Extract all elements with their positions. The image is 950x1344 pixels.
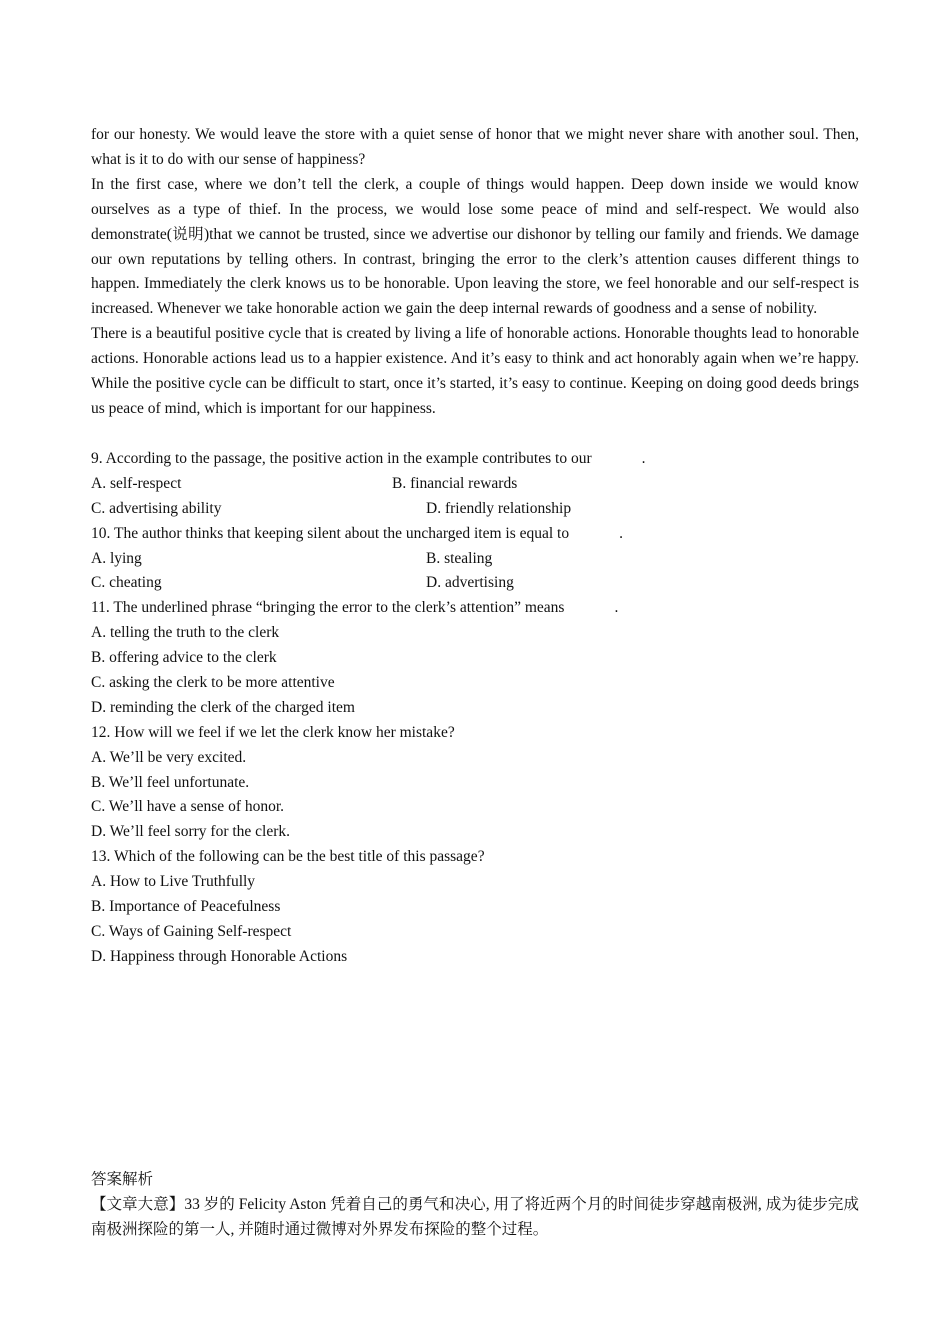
question-10-stem (91, 522, 859, 547)
question-9-options-row-1 (91, 472, 859, 497)
q9-option-a: A. self-respect (91, 474, 182, 492)
blank-end: . (614, 599, 619, 617)
article-summary: 【文章大意】33 岁的 Felicity Aston 凭着自己的勇气和决心, 用了将近两个月的时间徒步穿越南极洲, 成为徒步完成南极洲探险的第一人, 并随时通过微博对外界发布探险的整个过程。 (91, 1195, 859, 1238)
q10-option-b: B. stealing (426, 549, 493, 567)
question-list (91, 447, 859, 970)
q11-option-b: B. offering advice to the clerk (91, 649, 277, 667)
question-11-text: 11. The underlined phrase “bringing the error to the clerk’s attention” means (91, 599, 565, 617)
question-9-options-row-2 (91, 497, 859, 522)
q11-option-a: A. telling the truth to the clerk (91, 624, 280, 642)
blank-end: . (641, 450, 646, 467)
answer-heading: 答案解析 (91, 1171, 154, 1188)
q13-option-d: D. Happiness through Honorable Actions (91, 947, 348, 965)
question-10-options-row-1 (91, 547, 859, 572)
q10-option-a: A. lying (91, 549, 142, 567)
q13-option-c: C. Ways of Gaining Self-respect (91, 922, 292, 940)
q10-option-d: D. advertising (426, 574, 514, 592)
answer-explanation (91, 1168, 859, 1243)
question-9-text: 9. According to the passage, the positive action in the example contributes to our (91, 450, 592, 467)
question-9-stem (91, 447, 859, 472)
question-12-stem: 12. How will we feel if we let the clerk know her mistake? (91, 723, 455, 741)
blank-end: . (619, 524, 623, 542)
q12-option-d: D. We’ll feel sorry for the clerk. (91, 823, 291, 841)
passage-paragraph-2: In the first case, where we don’t tell the clerk, a couple of things would happen. Deep down inside we would know ourselves as a type of thief. In the process, we would lose some peace of mind and self-respect. We would also demonstrate(说明)that we cannot be trusted, since we advertise our dishonor by telling our family and friends. We damage our own reputations by telling others. In contrast, bringing the error to the clerk’s attention causes different things to happen. Immediately the clerk knows us to be honorable. Upon leaving the store, we feel honorable and our self-respect is increased. Whenever we take honorable action we gain the deep internal rewards of goodness and a sense of nobility. (91, 175, 859, 318)
q12-option-b: B. We’ll feel unfortunate. (91, 773, 250, 791)
q13-option-a: A. How to Live Truthfully (91, 873, 256, 891)
q9-option-c: C. advertising ability (91, 499, 222, 517)
q9-option-b: B. financial rewards (392, 474, 518, 492)
question-10-options-row-2 (91, 571, 859, 596)
passage-paragraph-1: for our honesty. We would leave the store with a quiet sense of honor that we might never share with another soul. Then, what is it to do with our sense of happiness? (91, 126, 859, 168)
q9-option-d: D. friendly relationship (426, 499, 572, 517)
q12-option-c: C. We’ll have a sense of honor. (91, 798, 285, 816)
question-13-stem: 13. Which of the following can be the best title of this passage? (91, 848, 485, 866)
question-11-stem (91, 596, 859, 621)
q11-option-d: D. reminding the clerk of the charged item (91, 698, 355, 716)
q13-option-b: B. Importance of Peacefulness (91, 898, 281, 916)
reading-passage (91, 123, 859, 422)
passage-paragraph-3: There is a beautiful positive cycle that is created by living a life of honorable actions. Honorable thoughts lead to honorable actions. Honorable actions lead us to a happier existence. And it’s easy to think and act honorably again when we’re happy. While the positive cycle can be difficult to start, once it’s started, it’s easy to continue. Keeping on doing good deeds brings us peace of mind, which is important for our happiness. (91, 325, 859, 417)
q11-option-c: C. asking the clerk to be more attentive (91, 674, 335, 692)
q12-option-a: A. We’ll be very excited. (91, 748, 247, 766)
q10-option-c: C. cheating (91, 574, 162, 592)
question-10-text: 10. The author thinks that keeping silent about the uncharged item is equal to (91, 524, 570, 542)
